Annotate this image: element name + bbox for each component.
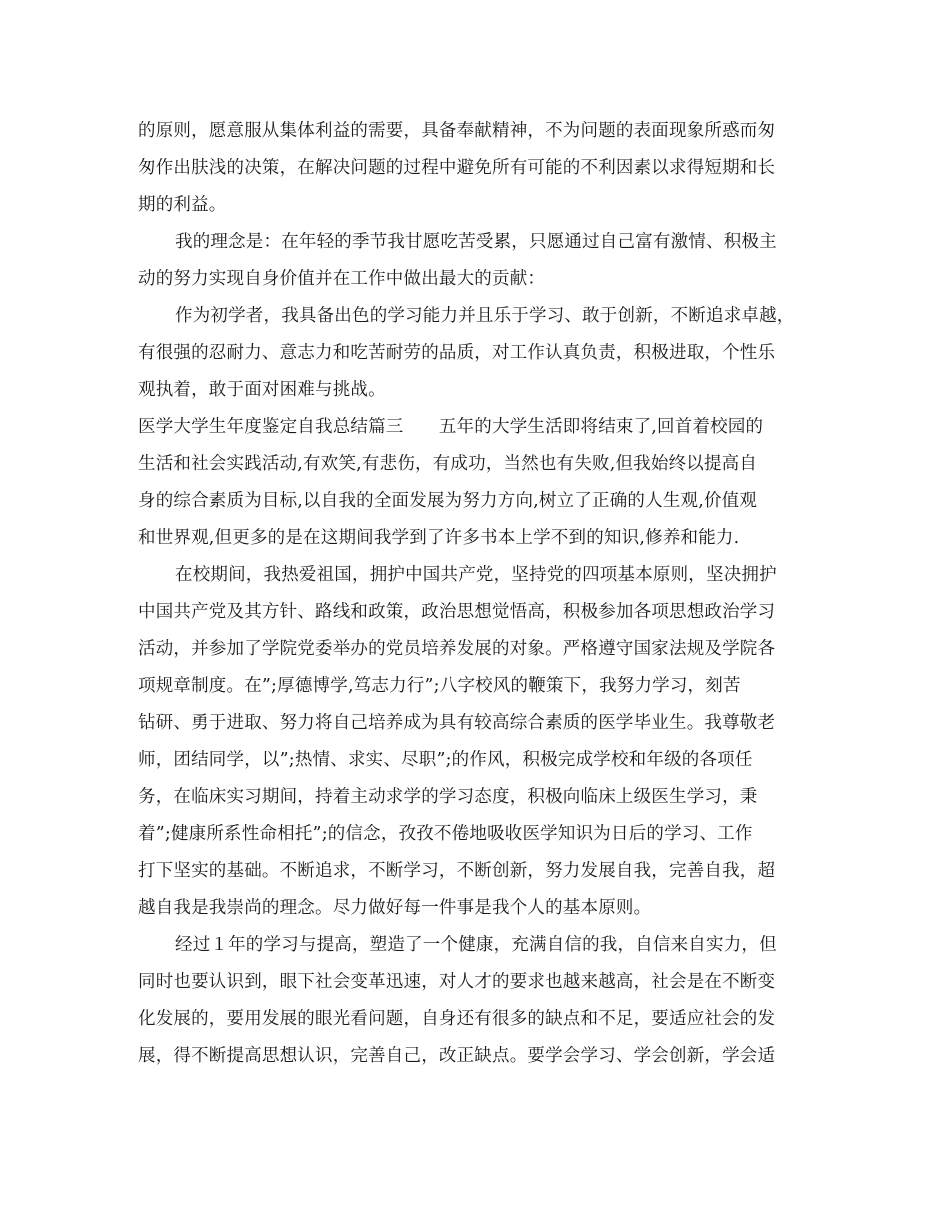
text-line: 务，在临床实习期间，持着主动求学的学习态度，积极向临床上级医生学习，秉	[138, 787, 758, 807]
text-line: 展，得不断提高思想认识，完善自己，改正缺点。要学会学习、学会创新，学会适	[138, 1046, 776, 1066]
text-line: 着”;健康所系性命相托”;的信念，孜孜不倦地吸收医学知识为日后的学习、工作	[138, 824, 753, 844]
text-line: 和世界观,但更多的是在这期间我学到了许多书本上学不到的知识,修养和能力.	[138, 528, 740, 548]
text-line: 身的综合素质为目标,以自我的全面发展为努力方向,树立了正确的人生观,价值观	[138, 491, 758, 511]
text-line: 期的利益。	[138, 195, 227, 215]
text-line: 钻研、勇于进取、努力将自己培养成为具有较高综合素质的医学毕业生。我尊敬老	[138, 713, 776, 733]
paragraph-first-line: 作为初学者，我具备出色的学习能力并且乐于学习、敢于创新，不断追求卓越，	[175, 306, 795, 326]
text-line: 打下坚实的基础。不断追求，不断学习，不断创新，努力发展自我，完善自我，超	[138, 861, 776, 881]
text-line: 同时也要认识到，眼下社会变革迅速，对人才的要求也越来越高，社会是在不断变	[138, 972, 776, 992]
text-line: 项规章制度。在”;厚德博学,笃志力行”;八字校风的鞭策下，我努力学习，刻苦	[138, 676, 741, 696]
paragraph-first-line: 经过１年的学习与提高，塑造了一个健康，充满自信的我，自信来自实力，但	[175, 935, 777, 955]
paragraph-first-line: 在校期间，我热爱祖国，拥护中国共产党，坚持党的四项基本原则，坚决拥护	[175, 565, 777, 585]
text-line: 有很强的忍耐力、意志力和吃苦耐劳的品质，对工作认真负责，积极进取，个性乐	[138, 343, 776, 363]
text-line: 的原则，愿意服从集体利益的需要，具备奉献精神，不为问题的表面现象所惑而匆	[138, 121, 776, 141]
text-line: 生活和社会实践活动,有欢笑,有悲伤，有成功，当然也有失败,但我始终以提高自	[138, 454, 758, 474]
text-line: 师，团结同学，以”;热情、求实、尽职”;的作风，积极完成学校和年级的各项任	[138, 750, 753, 770]
text-line: 越自我是我崇尚的理念。尽力做好每一件事是我个人的基本原则。	[138, 898, 652, 918]
text-line: 匆作出肤浅的决策，在解决问题的过程中避免所有可能的不利因素以求得短期和长	[138, 158, 776, 178]
section-heading-line: 医学大学生年度鉴定自我总结篇三 五年的大学生活即将结束了,回首着校园的	[138, 417, 764, 437]
text-line: 观执着，敢于面对困难与挑战。	[138, 380, 386, 400]
text-line: 活动，并参加了学院党委举办的党员培养发展的对象。严格遵守国家法规及学院各	[138, 639, 776, 659]
paragraph-first-line: 我的理念是：在年轻的季节我甘愿吃苦受累，只愿通过自己富有激情、积极主	[175, 232, 777, 252]
text-line: 化发展的，要用发展的眼光看问题，自身还有很多的缺点和不足，要适应社会的发	[138, 1009, 776, 1029]
text-line: 动的努力实现自身价值并在工作中做出最大的贡献：	[138, 269, 546, 289]
text-line: 中国共产党及其方针、路线和政策，政治思想觉悟高，积极参加各项思想政治学习	[138, 602, 776, 622]
